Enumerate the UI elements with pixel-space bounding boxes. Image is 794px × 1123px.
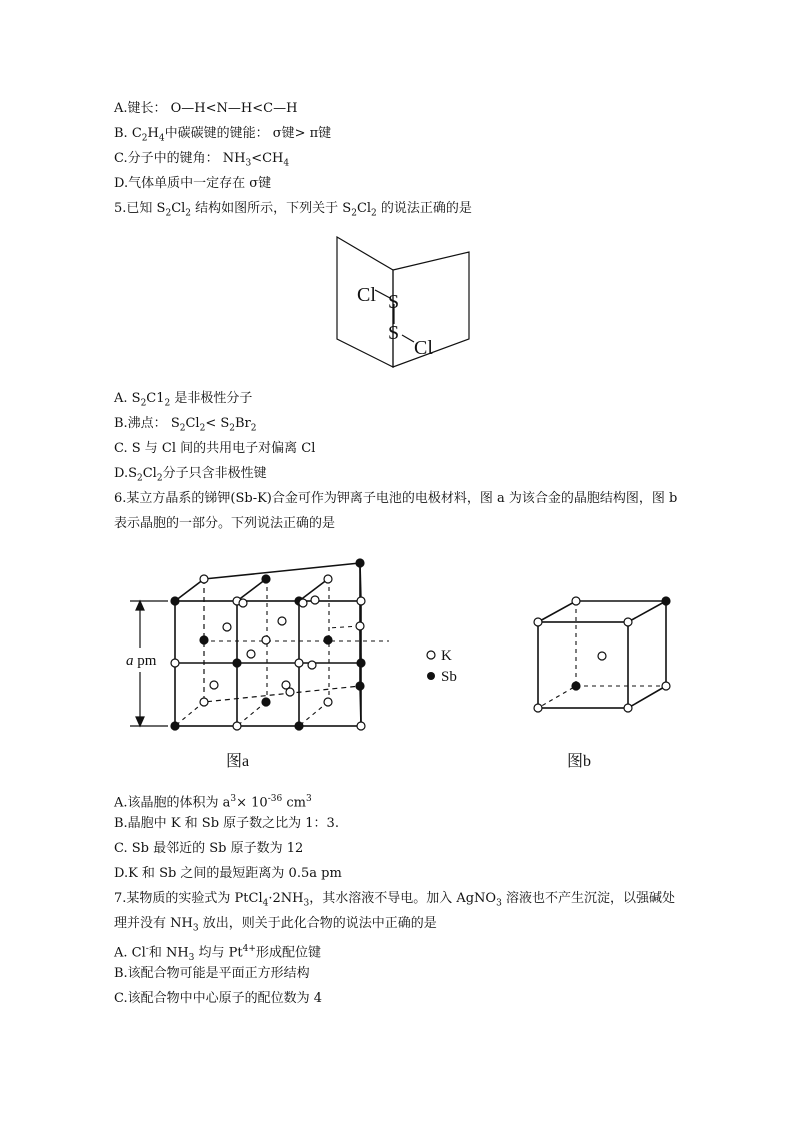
- s2cl2-structure-figure: [330, 232, 480, 372]
- cl-atom-bottom: Cl: [414, 337, 433, 359]
- q7-option-a: A. Cl-和 $NH_3$ 均与 $Pt^{4+}$形成配位键: [114, 944, 321, 963]
- legend: [427, 648, 457, 685]
- q4-option-d: D.气体单质中一定存在 σ键: [114, 176, 272, 191]
- dimension-label: a pm: [126, 653, 157, 669]
- q6-stem-line2: 表示晶胞的一部分。下列说法正确的是: [114, 516, 336, 531]
- figure-a-atoms: [171, 559, 365, 730]
- legend-sb-label: Sb: [441, 669, 457, 685]
- q7-option-b: B.该配合物可能是平面正方形结构: [114, 966, 310, 981]
- s-cl-bond-bottom: [402, 335, 414, 342]
- q6-option-c: C. Sb 最邻近的 Sb 原子数为 12: [114, 841, 304, 856]
- cl-atom-top: Cl: [357, 284, 376, 306]
- q5-option-d: $D.S_2Cl_2$分子只含非极性键: [114, 466, 267, 484]
- q7-stem-line2: 理并没有 $NH_3$ 放出，则关于此化合物的说法中正确的是: [114, 916, 437, 934]
- caption-figure-b: 图b: [567, 753, 592, 770]
- legend-k-label: K: [441, 648, 452, 664]
- q7-option-c: C.该配合物中中心原子的配位数为 4: [114, 991, 323, 1006]
- q4-option-c: C.分子中的键角： $NH_3<CH_4$: [114, 151, 290, 169]
- caption-figure-a: 图a: [226, 753, 250, 770]
- crystal-cell-figure: [110, 548, 690, 778]
- q7-stem-line1: 7.某物质的实验式为 $PtCl_4\cdot 2NH_3$，其水溶液不导电。加入 AgNO$_3$ 溶液也不产生沉淀，以强碱处: [114, 891, 675, 909]
- legend-k-marker: [427, 651, 435, 659]
- q6-option-a: A.该晶胞的体积为 $a^3\times 10^{-36}$ $cm^3$: [114, 794, 312, 811]
- q6-option-b: B.晶胞中 K 和 Sb 原子数之比为 1：3.: [114, 816, 339, 831]
- q4-option-b: B. $C_2H_4$中碳碳键的键能： σ键> π键: [114, 126, 332, 144]
- s-atom-bottom: S: [388, 322, 400, 344]
- q6-option-d: D.K 和 Sb 之间的最短距离为 0.5a pm: [114, 866, 342, 881]
- s-atom-top: S: [388, 291, 400, 313]
- legend-sb-marker: [427, 672, 435, 680]
- q4-option-a: A.键长： O—H<N—H<C—H: [114, 101, 298, 116]
- q5-stem: 5.已知 $S_2Cl_2$ 结构如图所示，下列关于 $S_2Cl_2$ 的说法正确的是: [114, 201, 472, 219]
- q6-stem-line1: 6.某立方晶系的锑钾(Sb-K)合金可作为钾离子电池的电极材料，图 a 为该合金的晶胞结构图，图 b: [114, 491, 678, 506]
- q5-option-a: A. $S_2C1_2$ 是非极性分子: [114, 391, 253, 409]
- q5-option-b: B.沸点： $S_2Cl_2< S_2Br_2$: [114, 416, 257, 434]
- q5-option-c: C. S 与 Cl 间的共用电子对偏离 Cl: [114, 441, 316, 456]
